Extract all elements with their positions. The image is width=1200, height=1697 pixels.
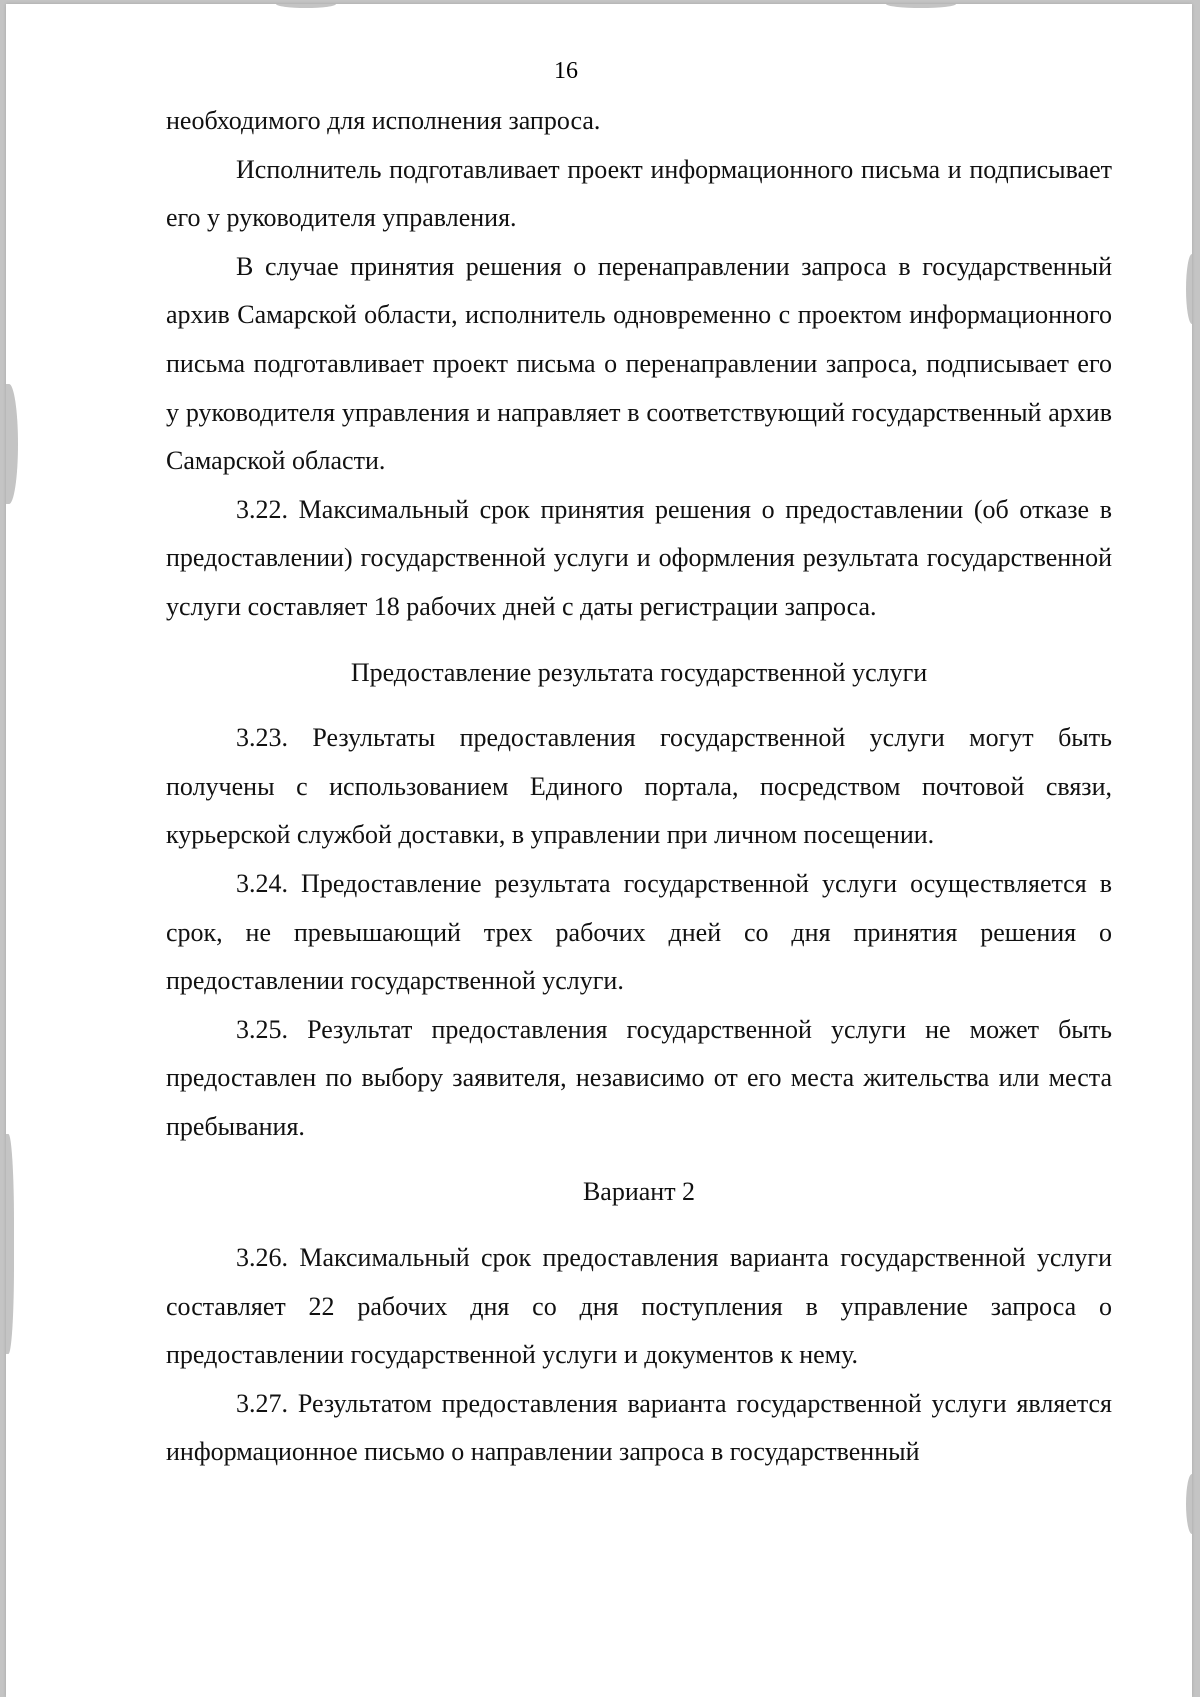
paragraph: 3.26. Максимальный срок предоставления варианта государственной услуги составляет 22 рабочих дня со дня поступления в управление запроса о предоставлении государственной услуги и документов к нему.	[166, 1243, 1112, 1370]
page-number: 16	[554, 58, 578, 84]
document-body	[166, 97, 1112, 1477]
paragraph: 3.22. Максимальный срок принятия решения о предоставлении (об отказе в предоставлении) государственной услуги и оформления результата государственной услуги составляет 18 рабочих дней с даты регистрации запроса.	[166, 494, 1112, 621]
paragraph: В случае принятия решения о перенаправлении запроса в государственный архив Самарской области, исполнитель одновременно с проектом информационного письма подготавливает проект письма о перенаправлении запроса, подписывает его у руководителя управления и направляет в соответствующий государственный архив Самарской области.	[166, 251, 1112, 476]
paragraph: 3.25. Результат предоставления государственной услуги не может быть предоставлен по выбору заявителя, независимо от его места жительства или места пребывания.	[166, 1014, 1112, 1141]
section-heading: Предоставление результата государственной услуги	[350, 657, 928, 687]
scan-edge	[6, 384, 18, 504]
paragraph: 3.23. Результаты предоставления государственной услуги могут быть получены с использованием Единого портала, посредством почтовой связи, курьерской службой доставки, в управлении при личном посещении.	[166, 723, 1112, 850]
scan-edge	[1186, 254, 1192, 324]
document-page	[6, 4, 1192, 1697]
paragraph: Исполнитель подготавливает проект информационного письма и подписывает его у руководителя управления.	[166, 154, 1112, 233]
scan-edge	[276, 4, 336, 8]
paragraph: необходимого для исполнения запроса.	[166, 106, 601, 135]
scan-edge	[886, 4, 956, 8]
section-heading: Вариант 2	[582, 1177, 696, 1207]
scan-edge	[1186, 1474, 1192, 1534]
scan-edge	[6, 1134, 14, 1354]
paragraph: 3.24. Предоставление результата государственной услуги осуществляется в срок, не превышающий трех рабочих дней со дня принятия решения о предоставлении государственной услуги.	[166, 868, 1112, 996]
paragraph: 3.27. Результатом предоставления варианта государственной услуги является информационное письмо о направлении запроса в государственный	[166, 1388, 1112, 1467]
